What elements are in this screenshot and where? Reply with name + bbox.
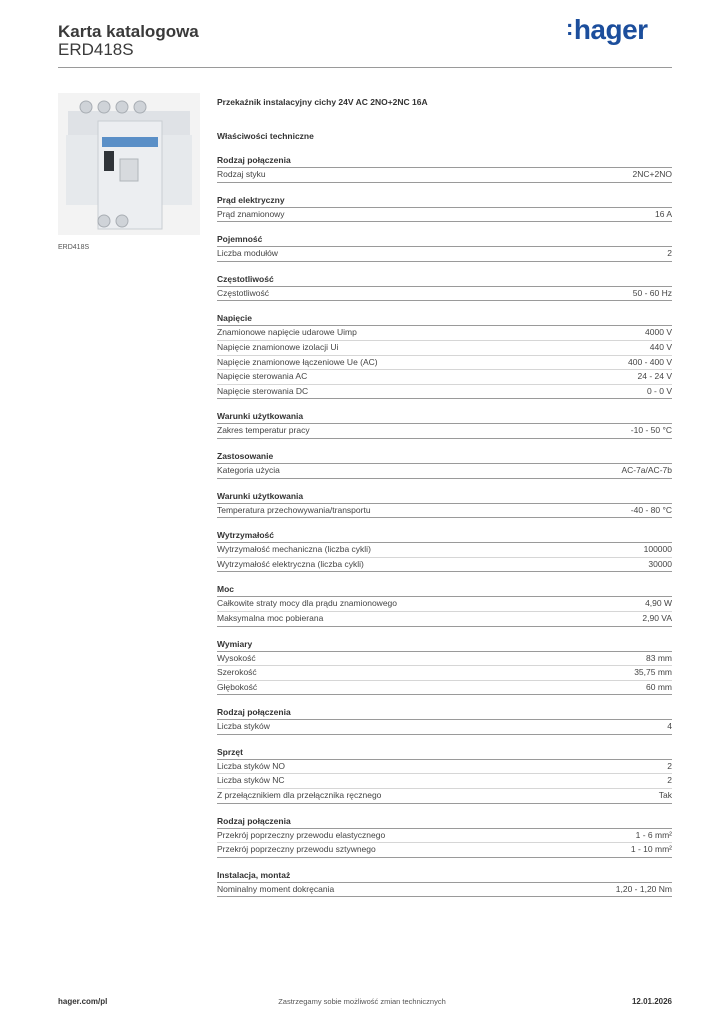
spec-label: Liczba styków [217,721,270,732]
spec-row [217,385,672,400]
section-rows [217,208,672,223]
spec-value: 440 V [649,341,672,352]
spec-label: Nominalny moment dokręcania [217,883,335,894]
spec-value: -10 - 50 °C [630,425,672,436]
spec-row [217,666,672,681]
spec-label: Liczba styków NC [217,775,285,786]
spec-value: 1,20 - 1,20 Nm [615,883,672,894]
spec-section [217,815,672,858]
spec-row [217,789,672,804]
spec-label: Częstotliwość [217,287,269,298]
section-title: Instalacja, montaż [217,869,672,883]
product-image [58,93,200,235]
spec-value: 1 - 6 mm² [635,829,672,840]
spec-section [217,154,672,183]
spec-sections [217,154,672,897]
section-title: Wytrzymałość [217,529,672,543]
spec-label: Zakres temperatur pracy [217,425,310,436]
spec-value: -40 - 80 °C [630,504,672,515]
spec-value: 2 [667,248,672,259]
spec-row [217,652,672,667]
section-rows [217,504,672,519]
spec-row [217,612,672,627]
spec-section [217,529,672,572]
spec-value: 2 [667,775,672,786]
spec-label: Szerokość [217,667,257,678]
spec-label: Napięcie sterowania AC [217,371,308,382]
spec-row [217,760,672,775]
spec-label: Prąd znamionowy [217,208,285,219]
section-title: Sprzęt [217,746,672,760]
spec-value: 83 mm [646,652,672,663]
section-rows [217,424,672,439]
spec-value: 50 - 60 Hz [632,287,672,298]
section-title: Prąd elektryczny [217,194,672,208]
spec-value: AC-7a/AC-7b [621,464,672,475]
spec-section [217,869,672,898]
section-title: Warunki użytkowania [217,490,672,504]
spec-row [217,681,672,696]
spec-label: Liczba styków NO [217,760,286,771]
product-description: Przekaźnik instalacyjny cichy 24V AC 2NO+2NC 16A [217,97,428,107]
section-title: Rodzaj połączenia [217,815,672,829]
spec-value: Tak [658,790,672,801]
spec-value: 0 - 0 V [646,385,672,396]
spec-label: Maksymalna moc pobierana [217,612,324,623]
section-title: Pojemność [217,233,672,247]
spec-row [217,504,672,519]
spec-label: Wytrzymałość elektryczna (liczba cykli) [217,558,364,569]
spec-value: 100000 [643,544,672,555]
section-rows [217,287,672,302]
spec-content [217,95,672,897]
spec-row [217,543,672,558]
spec-section [217,450,672,479]
section-rows [217,829,672,858]
spec-row [217,774,672,789]
spec-value: 2,90 VA [642,612,672,623]
section-rows [217,168,672,183]
footer-website: hager.com/pl [58,997,108,1006]
spec-value: 4,90 W [645,598,672,609]
spec-label: Przekrój poprzeczny przewodu sztywnego [217,844,376,855]
section-rows [217,464,672,479]
spec-label: Przekrój poprzeczny przewodu elastycznego [217,829,386,840]
header-divider [58,67,672,68]
footer-date: 12.01.2026 [631,997,672,1006]
footer-notice: Zastrzegamy sobie możliwość zmian technicznych [278,997,446,1006]
section-rows [217,883,672,898]
technical-properties-heading: Właściwości techniczne [217,131,314,141]
spec-row [217,424,672,439]
section-rows [217,597,672,626]
logo-text: hager [573,14,648,45]
spec-section [217,490,672,519]
spec-row [217,829,672,844]
spec-row [217,464,672,479]
spec-label: Z przełącznikiem dla przełącznika ręcznego [217,790,382,801]
spec-value: 24 - 24 V [637,371,672,382]
spec-label: Całkowite straty mocy dla prądu znamionowego [217,598,398,609]
spec-row [217,168,672,183]
section-title: Moc [217,583,672,597]
spec-section [217,746,672,804]
spec-row [217,883,672,898]
section-title: Częstotliwość [217,273,672,287]
spec-row [217,370,672,385]
spec-row [217,597,672,612]
spec-label: Napięcie znamionowe izolacji Ui [217,341,339,352]
page-title: Karta katalogowa [58,22,199,41]
product-code: ERD418S [58,40,134,59]
section-rows [217,760,672,804]
spec-label: Napięcie znamionowe łączeniowe Ue (AC) [217,356,378,367]
spec-section [217,638,672,696]
spec-value: 2 [667,760,672,771]
spec-section [217,312,672,399]
spec-section [217,583,672,626]
image-caption: ERD418S [58,244,90,251]
spec-label: Liczba modułów [217,248,278,259]
spec-row [217,326,672,341]
spec-value: 35,75 mm [634,667,672,678]
section-title: Rodzaj połączenia [217,706,672,720]
spec-value: 4000 V [645,327,672,338]
section-rows [217,247,672,262]
spec-label: Kategoria użycia [217,464,280,475]
spec-value: 4 [667,721,672,732]
spec-section [217,233,672,262]
spec-section [217,194,672,223]
spec-label: Wytrzymałość mechaniczna (liczba cykli) [217,544,371,555]
spec-value: 60 mm [646,681,672,692]
spec-value: 30000 [648,558,672,569]
spec-value: 16 A [654,208,672,219]
spec-row [217,558,672,573]
section-title: Wymiary [217,638,672,652]
spec-section [217,706,672,735]
section-rows [217,720,672,735]
spec-row [217,356,672,371]
spec-row [217,287,672,302]
section-title: Zastosowanie [217,450,672,464]
spec-value: 1 - 10 mm² [630,844,672,855]
section-title: Napięcie [217,312,672,326]
spec-row [217,208,672,223]
spec-label: Temperatura przechowywania/transportu [217,504,371,515]
spec-value: 2NC+2NO [632,169,672,179]
section-rows [217,652,672,696]
spec-label: Wysokość [217,652,256,663]
section-rows [217,326,672,399]
spec-label: Znamionowe napięcie udarowe Uimp [217,327,357,338]
section-title: Rodzaj połączenia [217,154,672,168]
spec-label: Głębokość [217,681,258,692]
spec-row [217,843,672,858]
hager-logo [566,14,648,46]
relay-device-icon [58,93,200,235]
spec-label: Rodzaj styku [217,169,266,179]
spec-row [217,247,672,262]
spec-label: Napięcie sterowania DC [217,385,309,396]
spec-value: 400 - 400 V [628,356,672,367]
logo-colon-icon: : [566,15,573,40]
spec-section [217,273,672,302]
section-rows [217,543,672,572]
spec-row [217,341,672,356]
section-title: Warunki użytkowania [217,410,672,424]
spec-row [217,720,672,735]
spec-section [217,410,672,439]
